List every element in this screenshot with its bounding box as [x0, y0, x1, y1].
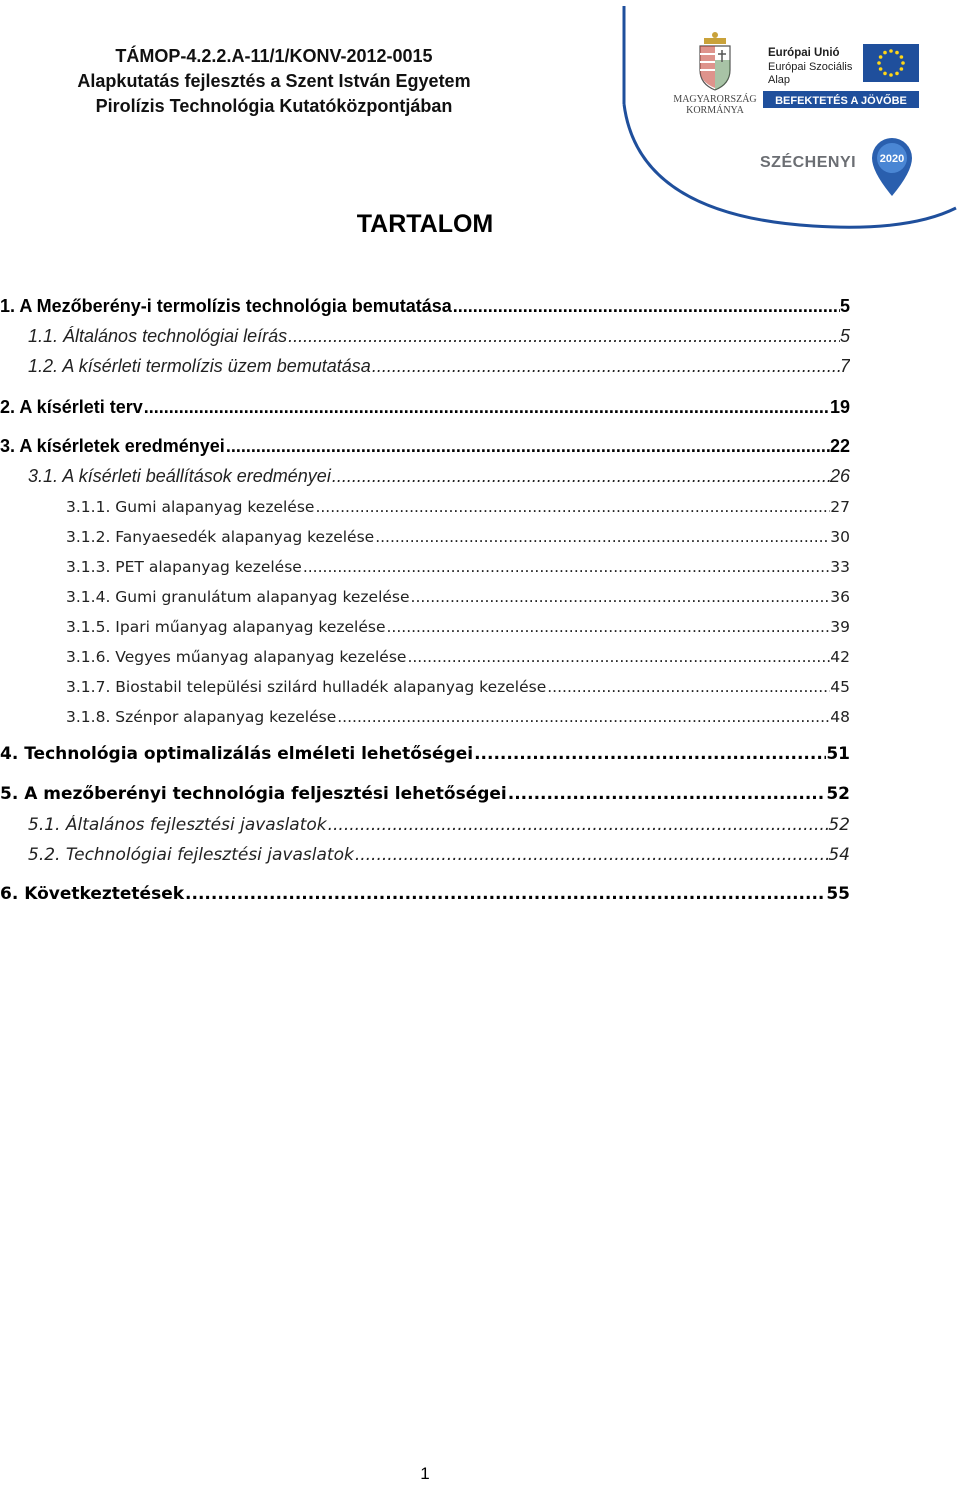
toc-entry-text: 1.1. Általános technológiai leírás: [28, 326, 288, 346]
toc-entry-5-1[interactable]: [28, 815, 850, 835]
toc-entry-5-2[interactable]: [28, 845, 850, 865]
toc-entry-text: 3. A kísérletek eredményei: [0, 436, 225, 456]
eu-slogan: BEFEKTETÉS A JÖVŐBE: [775, 95, 907, 107]
eu-star-icon: [889, 49, 893, 53]
toc-entry-3-1-8[interactable]: [66, 708, 850, 726]
eu-star-icon: [877, 61, 881, 65]
toc-entry-text: 4. Technológia optimalizálás elméleti lehetőségei: [0, 744, 474, 764]
toc-entry-1-2[interactable]: [28, 356, 850, 377]
toc-entry-3-1-1[interactable]: [66, 498, 850, 516]
toc-leader: [288, 326, 840, 347]
toc-leader: [411, 588, 831, 606]
toc-leader: [337, 708, 830, 726]
gov-name-line-2: KORMÁNYA: [686, 105, 744, 116]
toc-entry-text: 3.1.7. Biostabil települési szilárd hulladék alapanyag kezelése: [66, 678, 547, 696]
eu-star-icon: [901, 61, 905, 65]
eu-star-icon: [889, 73, 893, 77]
toc-entry-3-1-5[interactable]: [66, 618, 850, 636]
toc-leader: [372, 356, 840, 377]
toc-page-number: 45: [830, 678, 850, 696]
eu-fund-line-1: Európai Szociális: [768, 61, 853, 73]
toc-entry-5[interactable]: [0, 784, 850, 804]
toc-page-number: 42: [830, 648, 850, 666]
eu-flag-icon: [863, 44, 919, 82]
toc-page-number: 5: [839, 326, 850, 346]
eu-name: Európai Unió: [768, 47, 840, 59]
toc-entry-1-1[interactable]: [28, 326, 850, 347]
toc-entry-text: 3.1.4. Gumi granulátum alapanyag kezelése: [66, 588, 410, 606]
toc-entry-text: 3.1. A kísérleti beállítások eredményei: [28, 466, 331, 486]
toc-leader: [226, 436, 830, 457]
toc-page-number: 54: [828, 845, 850, 865]
page-number: 1: [420, 1464, 430, 1483]
toc-entry-text: 1. A Mezőberény-i termolízis technológia bemutatása: [0, 296, 452, 316]
toc-page-number: 33: [830, 558, 850, 576]
szechenyi-wordmark: SZÉCHENYI: [760, 154, 857, 171]
toc-entry-text: 3.1.8. Szénpor alapanyag kezelése: [66, 708, 337, 726]
toc-page-number: 52: [826, 784, 850, 804]
toc-page-number: 22: [829, 436, 850, 456]
toc-entry-4[interactable]: [0, 744, 850, 764]
toc-page-number: 30: [830, 528, 850, 546]
toc-entry-3-1-6[interactable]: [66, 648, 850, 666]
toc-entry-text: 2. A kísérleti terv: [0, 397, 143, 417]
toc-entry-text: 1.2. A kísérleti termolízis üzem bemutatása: [28, 356, 371, 376]
project-title-line-2: Pirolízis Technológia Kutatóközpontjában: [95, 96, 453, 116]
eu-fund-line-2: Alap: [768, 74, 791, 86]
toc-leader: [453, 296, 840, 317]
toc-page-number: 36: [830, 588, 850, 606]
toc-leader: [547, 678, 830, 696]
toc-entry-text: 6. Következtetések: [0, 884, 185, 904]
toc-entry-1[interactable]: [0, 296, 850, 317]
toc-entry-text: 3.1.6. Vegyes műanyag alapanyag kezelése: [66, 648, 407, 666]
toc-page-number: 5: [839, 296, 850, 316]
toc-leader: [332, 466, 830, 487]
toc-page-number: 19: [829, 397, 850, 417]
szechenyi-year: 2020: [879, 153, 905, 165]
toc-leader: [386, 618, 830, 636]
eu-star-icon: [900, 55, 904, 59]
toc-page-number: 51: [826, 744, 850, 764]
toc-entry-3-1[interactable]: [28, 466, 850, 487]
toc-entry-text: 3.1.1. Gumi alapanyag kezelése: [66, 498, 315, 516]
toc-entry-text: 5.2. Technológiai fejlesztési javaslatok: [28, 845, 354, 865]
toc-page-number: 52: [828, 815, 850, 835]
toc-entry-text: 3.1.3. PET alapanyag kezelése: [66, 558, 302, 576]
hungarian-coat-of-arms-icon: [700, 32, 730, 90]
document-header: [20, 44, 528, 119]
toc-leader: [315, 498, 830, 516]
toc-entry-3-1-7[interactable]: [66, 678, 850, 696]
eu-star-icon: [883, 51, 887, 55]
toc-page-number: 55: [826, 884, 850, 904]
toc-leader: [474, 744, 826, 764]
gov-name-line-1: MAGYARORSZÁG: [673, 94, 757, 105]
toc-leader: [375, 528, 830, 546]
eu-star-icon: [895, 51, 899, 55]
toc-entry-text: 3.1.5. Ipari műanyag alapanyag kezelése: [66, 618, 386, 636]
eu-star-icon: [900, 67, 904, 71]
toc-title: TARTALOM: [356, 210, 494, 238]
project-title-line-1: Alapkutatás fejlesztés a Szent István Egyetem: [77, 71, 471, 91]
toc-entry-3-1-3[interactable]: [66, 558, 850, 576]
toc-entry-text: 5.1. Általános fejlesztési javaslatok: [28, 815, 327, 835]
toc-leader: [144, 397, 830, 418]
toc-entry-text: 3.1.2. Fanyaesedék alapanyag kezelése: [66, 528, 375, 546]
toc-entry-2[interactable]: [0, 397, 850, 418]
toc-page-number: 39: [830, 618, 850, 636]
toc-leader: [328, 815, 829, 835]
toc-page-number: 27: [830, 498, 850, 516]
eu-star-icon: [883, 72, 887, 76]
project-code: TÁMOP-4.2.2.A-11/1/KONV-2012-0015: [115, 46, 433, 66]
toc-leader: [303, 558, 830, 576]
eu-star-icon: [879, 67, 883, 71]
toc-leader: [508, 784, 827, 804]
eu-star-icon: [895, 72, 899, 76]
toc-page-number: 7: [839, 356, 850, 376]
logo-graphics: [618, 0, 960, 235]
eu-star-icon: [879, 55, 883, 59]
logo-block: [618, 0, 960, 235]
toc-page-number: 26: [829, 466, 850, 486]
toc-entry-text: 5. A mezőberényi technológia feljesztési lehetőségei: [0, 784, 507, 804]
toc-entry-3-1-4[interactable]: [66, 588, 850, 606]
toc-leader: [407, 648, 830, 666]
toc-page-number: 48: [830, 708, 850, 726]
toc-leader: [185, 884, 826, 904]
toc-entry-6[interactable]: [0, 884, 850, 904]
toc-leader: [355, 845, 829, 865]
toc-entry-3-1-2[interactable]: [66, 528, 850, 546]
toc-entry-3[interactable]: [0, 436, 850, 457]
